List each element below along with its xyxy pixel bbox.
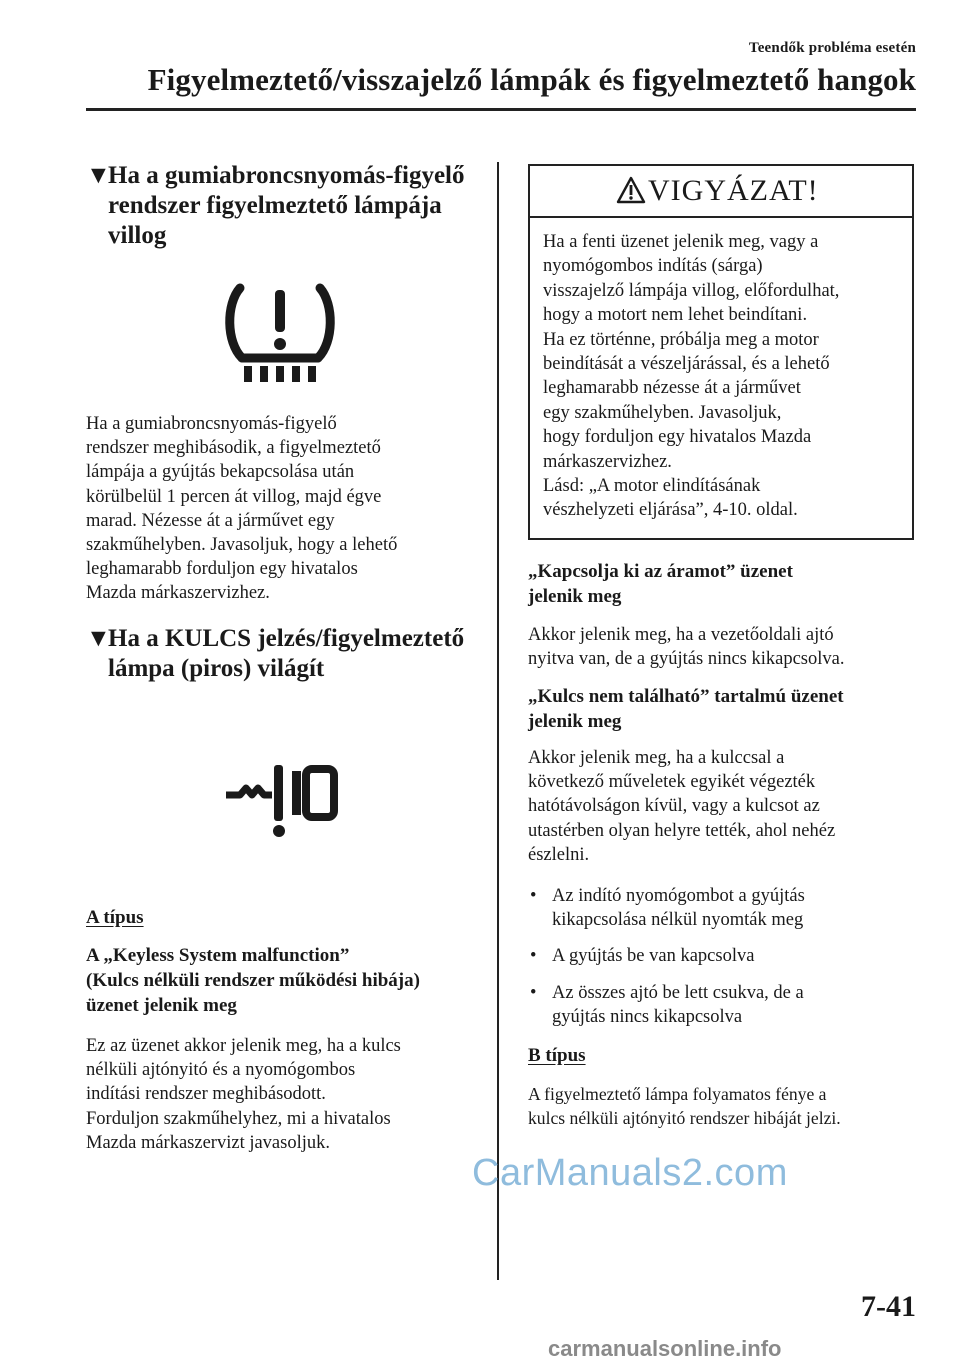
list-item [528, 884, 918, 932]
keyless-malfunction-paragraph [86, 1034, 486, 1155]
bullet-marker: • [530, 982, 537, 1003]
heading-marker: ▼ [86, 625, 111, 652]
text-line: hogy a motort nem lehet beindítani. [543, 305, 808, 326]
heading-line: Ha a KULCS jelzés/figyelmeztető [108, 625, 465, 652]
text-line: hatótávolságon kívül, vagy a kulcsot az [528, 796, 820, 817]
caution-header [530, 166, 912, 218]
text-line: beindítását a vészeljárással, és a lehető [543, 354, 830, 375]
text-line: Lásd: „A motor elindításának [543, 476, 761, 497]
text-line: márkaszervizhez. [543, 451, 672, 472]
text-line: kulcs nélküli ajtónyitó rendszer hibáját jelzi. [528, 1108, 841, 1129]
text-line: lámpája a gyújtás bekapcsolása után [86, 462, 355, 483]
text-line: Forduljon szakműhelyhez, mi a hivatalos [86, 1108, 391, 1129]
text-line: Az indító nyomógombot a gyújtás [552, 886, 805, 906]
type-a-label: A típus [86, 907, 144, 928]
text-line: jelenik meg [528, 711, 622, 732]
text-line: Akkor jelenik meg, ha a kulccsal a [528, 748, 785, 768]
watermark-carmanualsonline: carmanualsonline.info [548, 1336, 782, 1361]
tire-pressure-warning-icon [222, 280, 338, 386]
text-line: nyomógombos indítás (sárga) [543, 256, 763, 277]
header-rule [86, 108, 916, 111]
column-divider [497, 162, 499, 1280]
bullet-marker: • [530, 886, 537, 906]
page-title: Figyelmeztető/visszajelző lámpák és figyelmeztető hangok [147, 62, 916, 97]
text-line: „Kulcs nem található” tartalmú üzenet [528, 686, 844, 707]
type-b-paragraph [528, 1082, 928, 1130]
list-item [528, 944, 918, 968]
text-line: Az összes ajtó be lett csukva, de a [552, 982, 804, 1003]
text-line: nélküli ajtónyitó és a nyomógombos [86, 1060, 356, 1081]
power-off-paragraph [528, 623, 920, 671]
text-line: rendszer meghibásodik, a figyelmeztető [86, 438, 381, 459]
heading-tire-pressure [86, 161, 486, 251]
text-line: marad. Nézesse át a járművet egy [86, 510, 335, 531]
text-line: leghamarabb nézesse át a járművet [543, 378, 801, 399]
text-line: üzenet jelenik meg [86, 995, 237, 1016]
heading-line: villog [108, 222, 167, 249]
text-line: A figyelmeztető lámpa folyamatos fénye a [528, 1084, 827, 1104]
caution-title: VIGYÁZAT! [648, 174, 819, 207]
text-line: Ha a gumiabroncsnyomás-figyelő [86, 414, 337, 434]
bullet-marker: • [530, 946, 537, 967]
text-line: nyitva van, de a gyújtás nincs kikapcsolva. [528, 649, 845, 670]
text-line: kikapcsolása nélkül nyomták meg [552, 910, 804, 931]
text-line: Mazda márkaszervizt javasoljuk. [86, 1132, 330, 1153]
text-line: gyújtás nincs kikapcsolva [552, 1006, 743, 1027]
text-line: egy szakműhelyben. Javasoljuk, [543, 402, 782, 423]
text-line: Mazda márkaszervizhez. [86, 583, 270, 604]
keyless-malfunction-subheading [86, 943, 486, 1018]
text-line: Ez az üzenet akkor jelenik meg, ha a kulcs [86, 1036, 401, 1056]
heading-line: rendszer figyelmeztető lámpája [108, 192, 442, 219]
caution-box [528, 164, 914, 540]
text-line: visszajelző lámpája villog, előfordulhat, [543, 280, 840, 301]
text-line: „Kapcsolja ki az áramot” üzenet [528, 561, 793, 582]
text-line: jelenik meg [528, 586, 622, 607]
text-line: A gyújtás be van kapcsolva [552, 946, 755, 967]
text-line: szakműhelyben. Javasoljuk, hogy a lehető [86, 535, 398, 556]
text-line: hogy forduljon egy hivatalos Mazda [543, 427, 812, 448]
key-not-found-subheading [528, 684, 918, 734]
type-b-label: B típus [528, 1045, 586, 1066]
key-not-found-paragraph [528, 746, 920, 867]
text-line: vészhelyzeti eljárása”, 4-10. oldal. [543, 500, 798, 521]
heading-marker: ▼ [86, 162, 111, 189]
text-line: körülbelül 1 percen át villog, majd égve [86, 486, 382, 507]
page-number: 7-41 [861, 1290, 916, 1323]
caution-text [543, 230, 907, 523]
tire-pressure-paragraph [86, 412, 486, 606]
section-label: Teendők probléma esetén [748, 40, 916, 56]
list-item [528, 981, 918, 1029]
text-line: következő műveletek egyikét végezték [528, 772, 816, 793]
text-line: (Kulcs nélküli rendszer működési hibája) [86, 970, 420, 991]
text-line: indítási rendszer meghibásodott. [86, 1084, 326, 1105]
power-off-subheading [528, 559, 918, 609]
text-line: Ha a fenti üzenet jelenik meg, vagy a [543, 232, 819, 252]
text-line: Akkor jelenik meg, ha a vezetőoldali ajtó [528, 625, 834, 645]
heading-line: Ha a gumiabroncsnyomás-figyelő [108, 162, 465, 189]
text-line: leghamarabb forduljon egy hivatalos [86, 559, 358, 580]
watermark-carmanuals2: CarManuals2.com [472, 1152, 788, 1194]
text-line: A „Keyless System malfunction” [86, 945, 350, 966]
heading-line: lámpa (piros) világít [108, 655, 325, 682]
text-line: utastérben olyan helyre tették, ahol nehéz [528, 820, 836, 841]
heading-key-warning [86, 624, 486, 684]
text-line: észlelni. [528, 844, 590, 865]
text-line: Ha ez történne, próbálja meg a motor [543, 329, 819, 350]
conditions-list [528, 884, 918, 1041]
key-warning-icon [222, 755, 338, 839]
warning-triangle-icon [616, 176, 646, 204]
